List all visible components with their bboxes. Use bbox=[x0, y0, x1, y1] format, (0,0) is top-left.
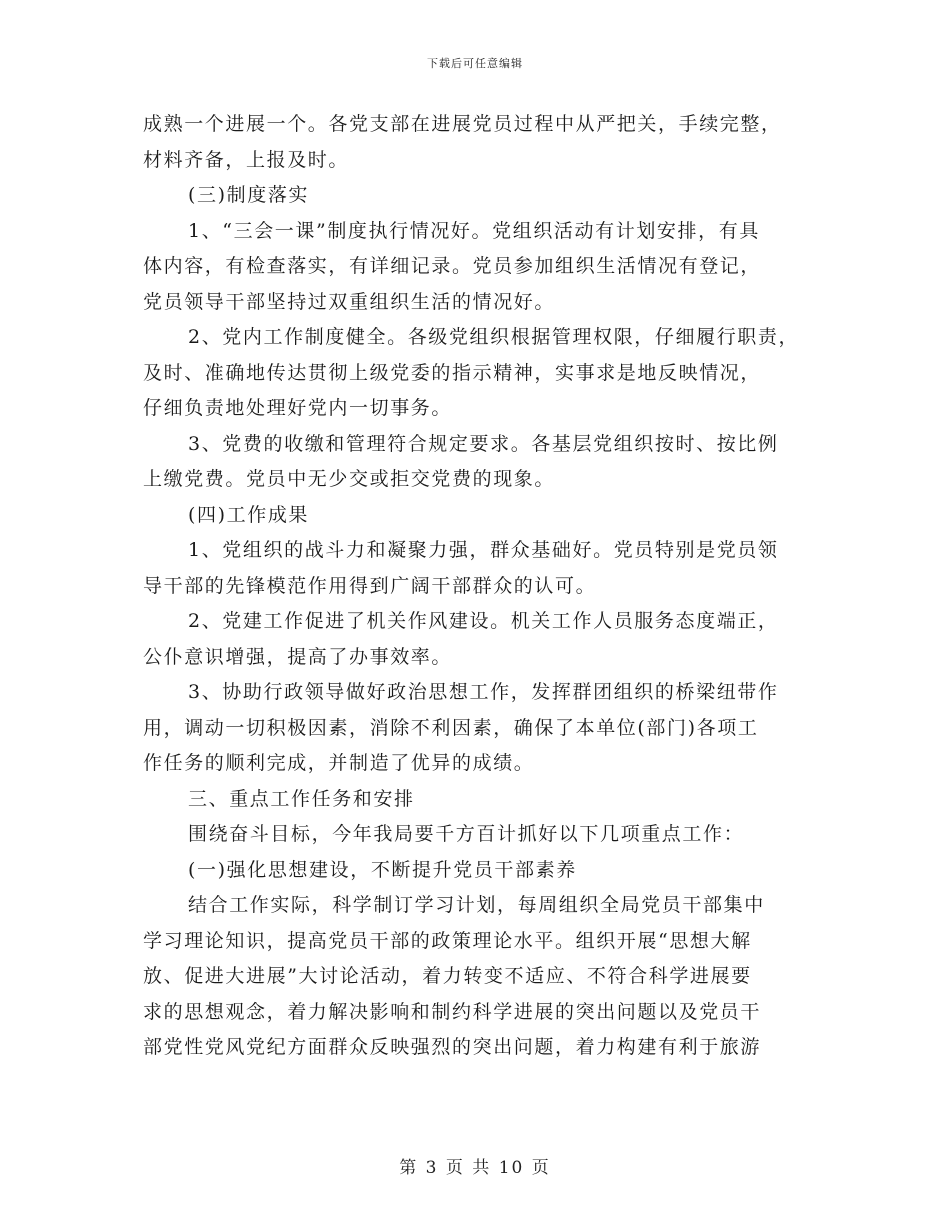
text-line: 导干部的先锋模范作用得到广阔干部群众的认可。 bbox=[143, 574, 597, 597]
text-line: 3、党费的收缴和管理符合规定要求。各基层党组织按时、按比例 bbox=[188, 432, 779, 455]
text-line: 党员领导干部坚持过双重组织生活的情况好。 bbox=[143, 290, 556, 313]
text-line: 仔细负责地处理好党内一切事务。 bbox=[143, 397, 453, 419]
text-line: 2、党内工作制度健全。各级党组织根据管理权限，仔细履行职责， bbox=[188, 326, 800, 348]
text-line: 成熟一个进展一个。各党支部在进展党员过程中从严把关，手续完整， bbox=[143, 113, 782, 135]
text-line: 3、协助行政领导做好政治思想工作，发挥群团组织的桥梁纽带作 bbox=[188, 681, 779, 703]
text-line: 用，调动一切积极因素，消除不利因素，确保了本单位(部门)各项工 bbox=[143, 716, 759, 739]
section-heading: (一)强化思想建设，不断提升党员干部素养 bbox=[188, 858, 577, 881]
text-line: 1、“三会一课”制度执行情况好。党组织活动有计划安排，有具 bbox=[188, 219, 760, 242]
section-heading: 三、重点工作任务和安排 bbox=[188, 787, 415, 810]
section-heading: (四)工作成果 bbox=[188, 503, 310, 526]
text-line: 上缴党费。党员中无少交或拒交党费的现象。 bbox=[143, 468, 556, 490]
text-line: 部党性党风党纪方面群众反映强烈的突出问题，着力构建有利于旅游 bbox=[143, 1036, 762, 1058]
text-line: 放、促进大进展”大讨论活动，着力转变不适应、不符合科学进展要 bbox=[143, 965, 752, 987]
text-line: 作任务的顺利完成，并制造了优异的成绩。 bbox=[143, 752, 535, 774]
page-header: 下载后可任意编辑 bbox=[427, 57, 523, 70]
section-heading: (三)制度落实 bbox=[188, 184, 310, 206]
text-line: 学习理论知识，提高党员干部的政策理论水平。组织开展“思想大解 bbox=[143, 929, 752, 952]
text-line: 及时、准确地传达贯彻上级党委的指示精神，实事求是地反映情况， bbox=[143, 361, 762, 384]
text-line: 结合工作实际，科学制订学习计划，每周组织全局党员干部集中 bbox=[188, 894, 765, 916]
page-number: 第 3 页 共 10 页 bbox=[399, 1158, 551, 1178]
text-line: 体内容，有检查落实，有详细记录。党员参加组织生活情况有登记， bbox=[143, 255, 762, 277]
text-line: 1、党组织的战斗力和凝聚力强，群众基础好。党员特别是党员领 bbox=[188, 539, 779, 561]
text-line: 求的思想观念，着力解决影响和制约科学进展的突出问题以及党员干 bbox=[143, 1000, 762, 1023]
text-line: 2、党建工作促进了机关作风建设。机关工作人员服务态度端正， bbox=[188, 610, 779, 632]
text-line: 材料齐备，上报及时。 bbox=[143, 148, 350, 171]
text-line: 公仆意识增强，提高了办事效率。 bbox=[143, 645, 453, 668]
text-line: 围绕奋斗目标，今年我局要千方百计抓好以下几项重点工作： bbox=[188, 823, 745, 845]
document-body bbox=[143, 107, 803, 1066]
